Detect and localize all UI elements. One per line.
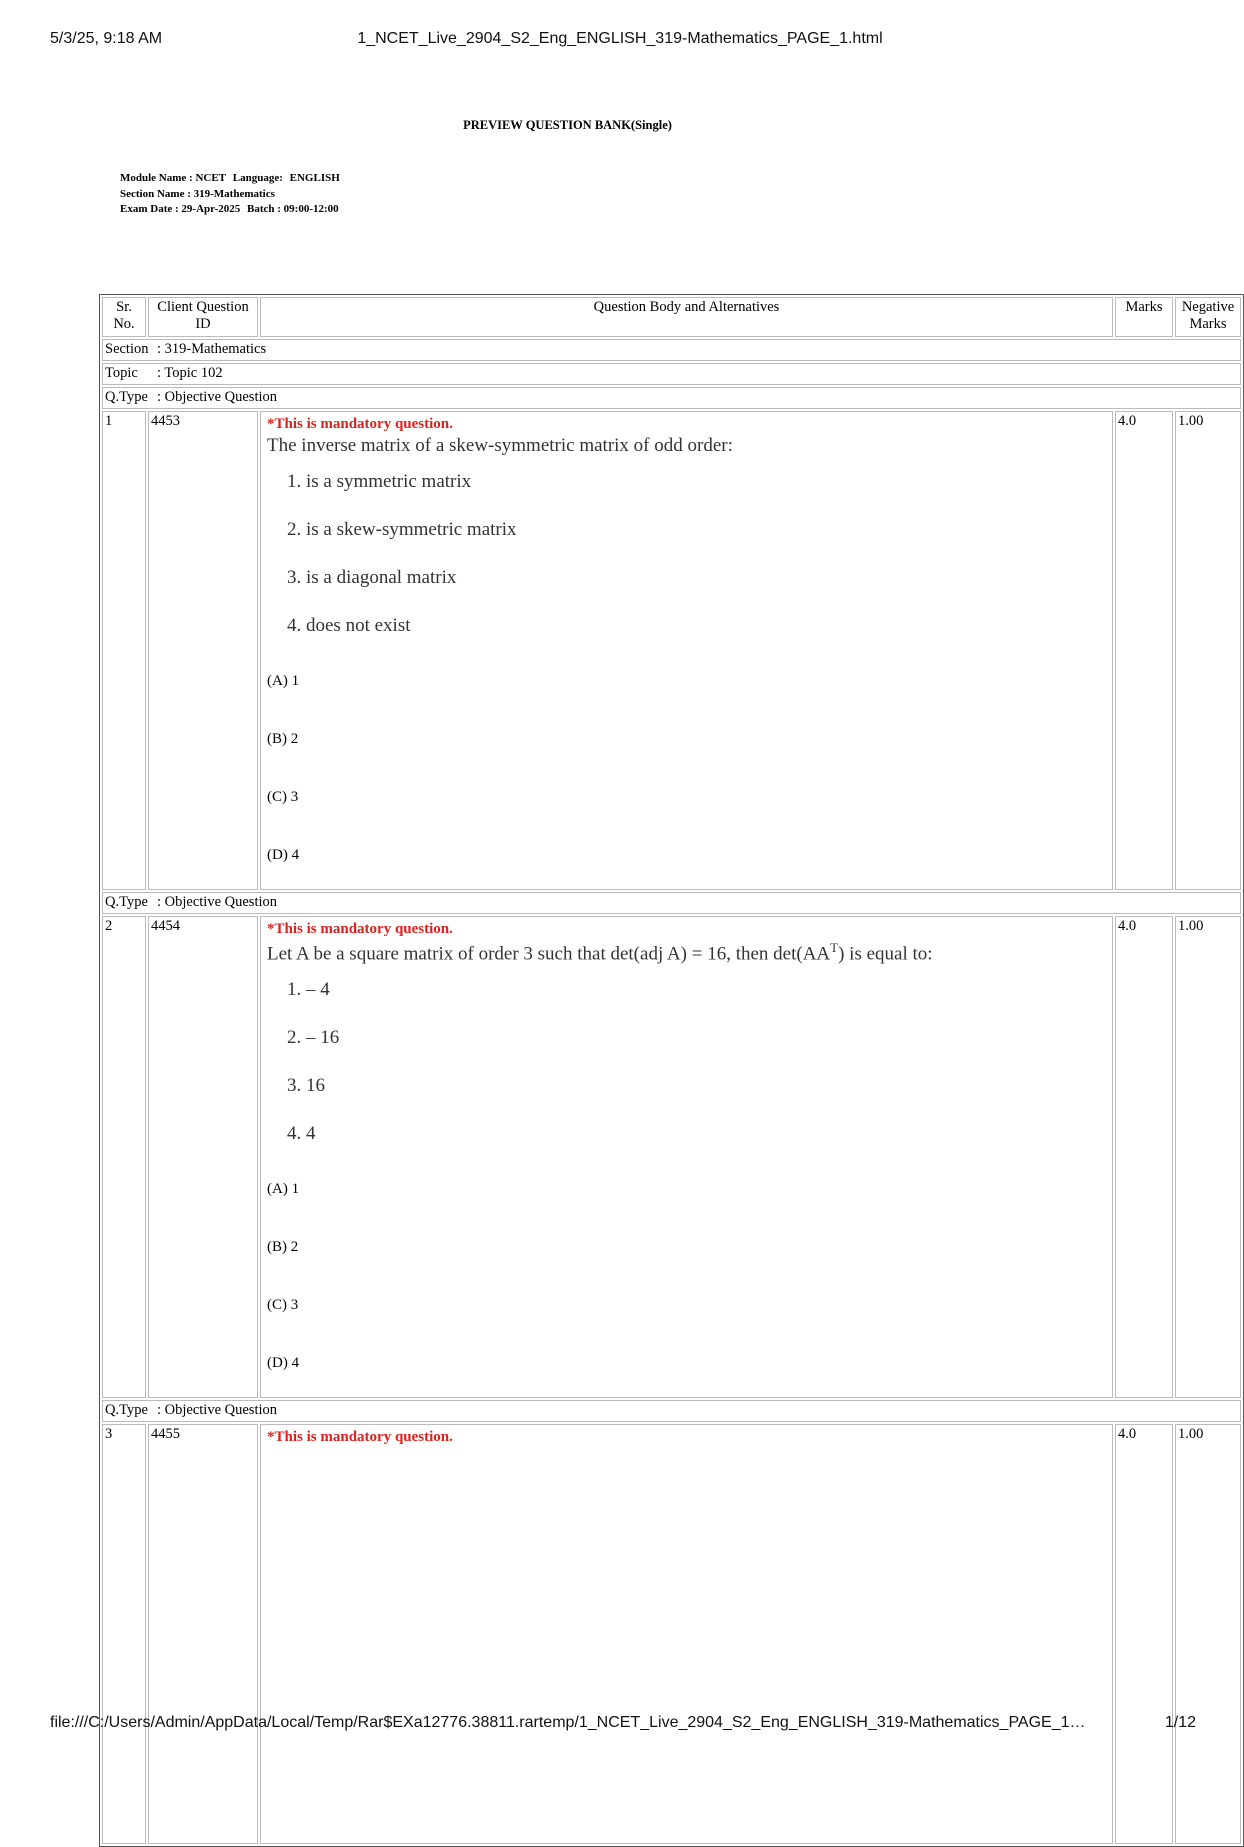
alternative-item: (B) 2 — [267, 1239, 299, 1256]
question-row — [102, 411, 1241, 890]
marks: 4.0 — [1115, 916, 1173, 1398]
mandatory-notice: *This is mandatory question. — [267, 416, 453, 432]
option-item: 1. is a symmetric matrix — [287, 471, 472, 492]
exam-date: Exam Date : 29-Apr-2025 — [120, 203, 241, 215]
question-body — [260, 1424, 1113, 1844]
question-text: The inverse matrix of a skew-symmetric matrix of odd order: — [267, 435, 733, 456]
client-question-id: 4454 — [148, 916, 258, 1398]
qtype-row — [102, 892, 1241, 914]
option-item: 2. is a skew-symmetric matrix — [287, 519, 517, 540]
header-sr-no: Sr. No. — [102, 297, 146, 337]
question-row — [102, 916, 1241, 1398]
mandatory-notice: *This is mandatory question. — [267, 921, 453, 937]
qtype-row — [102, 387, 1241, 409]
alternative-item: (D) 4 — [267, 847, 300, 863]
mandatory-notice: *This is mandatory question. — [267, 1429, 453, 1446]
question-body — [260, 916, 1113, 1398]
negative-marks: 1.00 — [1175, 916, 1241, 1398]
qtype-value: : Objective Question — [157, 894, 278, 910]
qtype-label: Q.Type — [105, 1402, 148, 1419]
question-body — [260, 411, 1113, 890]
question-options — [287, 471, 1106, 663]
sr-no: 3 — [102, 1424, 146, 1844]
batch: Batch : 09:00-12:00 — [247, 203, 339, 215]
question-bank-table — [99, 294, 1244, 1847]
option-item: 4. does not exist — [287, 615, 411, 636]
document-title: PREVIEW QUESTION BANK(Single) — [463, 118, 672, 132]
negative-marks: 1.00 — [1175, 411, 1241, 890]
question-options — [287, 979, 1106, 1171]
qtype-value: : Objective Question — [157, 389, 278, 405]
sr-no: 2 — [102, 916, 146, 1398]
section-row — [102, 339, 1241, 361]
alternative-item: (C) 3 — [267, 789, 299, 805]
option-item: 4. 4 — [287, 1123, 316, 1145]
answer-alternatives — [267, 671, 1106, 885]
print-page-number: 1/12 — [1164, 1714, 1196, 1731]
language-label: Language: — [232, 172, 283, 184]
sr-no: 1 — [102, 411, 146, 890]
option-item: 3. 16 — [287, 1075, 325, 1097]
header-marks: Marks — [1115, 297, 1173, 337]
module-line — [120, 171, 344, 187]
option-item: 1. – 4 — [287, 979, 330, 1001]
print-header — [0, 30, 1240, 54]
qtype-label: Q.Type — [105, 894, 148, 910]
option-item: 3. is a diagonal matrix — [287, 567, 457, 588]
alternative-item: (D) 4 — [267, 1355, 300, 1372]
section-name: Section Name : 319-Mathematics — [120, 187, 275, 200]
question-text: Let A be a square matrix of order 3 such that det(adj A) = 16, then $\det(AA^T)$ is equal to: — [267, 940, 933, 965]
print-page-title: 1_NCET_Live_2904_S2_Eng_ENGLISH_319-Mathematics_PAGE_1.html — [357, 30, 883, 47]
qtype-label: Q.Type — [105, 389, 148, 405]
negative-marks: 1.00 — [1175, 1424, 1241, 1844]
topic-value: : Topic 102 — [157, 365, 223, 381]
header-question-body: Question Body and Alternatives — [260, 297, 1113, 337]
qtype-value: : Objective Question — [157, 1402, 278, 1419]
client-question-id: 4453 — [148, 411, 258, 890]
question-table-viewport — [99, 294, 1235, 1714]
answer-alternatives — [267, 1179, 1106, 1393]
print-file-url: file:///C:/Users/Admin/AppData/Local/Temp/Rar$EXa12776.38811.rartemp/1_NCET_Live_2904_S2_Eng_ENGLISH_319-Mathematics_PAGE_1… — [50, 1714, 1086, 1731]
alternative-item: (B) 2 — [267, 731, 299, 747]
topic-label: Topic — [105, 365, 138, 381]
header-negative-marks: Negative Marks — [1175, 297, 1241, 337]
language-value: ENGLISH — [289, 172, 340, 184]
marks: 4.0 — [1115, 1424, 1173, 1844]
module-name: Module Name : NCET — [120, 172, 227, 184]
question-row — [102, 1424, 1241, 1844]
section-value: : 319-Mathematics — [157, 341, 267, 357]
section-label: Section — [105, 341, 149, 357]
topic-row — [102, 363, 1241, 385]
print-footer — [0, 1714, 1240, 1738]
header-client-question-id: Client Question ID — [148, 297, 258, 337]
exam-meta — [120, 171, 344, 218]
alternative-item: (C) 3 — [267, 1297, 299, 1314]
alternative-item: (A) 1 — [267, 673, 300, 689]
print-datetime: 5/3/25, 9:18 AM — [50, 30, 163, 47]
exam-line — [120, 202, 344, 218]
marks: 4.0 — [1115, 411, 1173, 890]
alternative-item: (A) 1 — [267, 1181, 300, 1198]
table-header-row — [102, 297, 1241, 337]
qtype-row — [102, 1400, 1241, 1422]
client-question-id: 4455 — [148, 1424, 258, 1844]
option-item: 2. – 16 — [287, 1027, 340, 1049]
